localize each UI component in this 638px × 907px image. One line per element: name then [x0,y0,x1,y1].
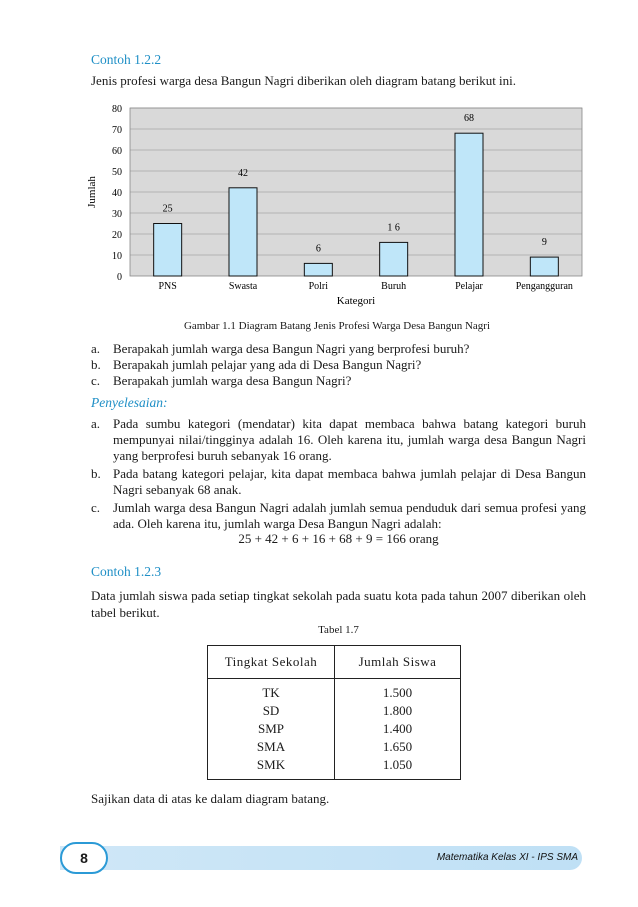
column-header: Tingkat Sekolah [208,646,335,679]
y-tick-label: 60 [112,146,122,157]
answer-text: Pada sumbu kategori (mendatar) kita dapat membaca bahwa batang kategori buruh mempunyai nilai/tingginya adalah 16. Oleh karena itu, jumlah warga desa Bangun Nagri yang berprofesi buruh sebanyak 16 orang. [113,416,586,463]
y-tick-label: 0 [117,272,122,283]
question-text: Berapakah jumlah warga desa Bangun Nagri yang berprofesi buruh? [113,341,470,356]
table-row [208,703,461,721]
y-tick-label: 80 [112,104,122,115]
y-tick-label: 20 [112,230,122,241]
table-cell: 1.650 [335,739,461,757]
answer-list [91,416,586,532]
bar-chart [80,98,590,314]
table-cell: SMA [208,739,335,757]
bar [455,133,483,276]
question-label: b. [91,357,101,372]
table-cell: SMP [208,721,335,739]
question-item [91,341,586,357]
data-label: 25 [162,203,173,215]
answer-item [91,416,586,464]
y-tick-label: 10 [112,251,122,262]
question-item [91,373,586,389]
page-number: 8 [60,842,108,874]
x-axis-label: Kategori [336,295,376,307]
example-intro-2: Data jumlah siswa pada setiap tingkat sekolah pada suatu kota pada tahun 2007 diberikan oleh tabel berikut. [91,588,586,620]
example-heading-1: Contoh 1.2.2 [91,52,162,67]
y-tick-labels [112,104,122,283]
table-row [208,757,461,780]
table-cell: 1.500 [335,679,461,704]
data-label: 1 6 [387,222,400,234]
question-item [91,357,586,373]
x-tick-label: Pelajar [455,281,483,292]
y-tick-label: 40 [112,188,122,199]
table-row [208,739,461,757]
table-row [208,679,461,704]
sum-equation: 25 + 42 + 6 + 16 + 68 + 9 = 166 orang [238,531,439,546]
student-table [207,645,461,780]
answer-label: a. [91,416,101,431]
answer-item [91,466,586,498]
column-header: Jumlah Siswa [335,646,461,679]
y-tick-label: 70 [112,125,122,136]
bar [229,188,257,276]
data-label: 9 [541,237,547,249]
x-tick-label: PNS [158,281,177,292]
table-cell: SD [208,703,335,721]
table-cell: 1.050 [335,757,461,780]
table-row [208,721,461,739]
solution-heading: Penyelesaian: [91,395,168,410]
y-axis-label: Jumlah [86,176,98,208]
table-cell: 1.400 [335,721,461,739]
x-tick-label: Polri [308,281,329,292]
book-title: Matematika Kelas XI - IPS SMA [436,852,578,863]
answer-text: Jumlah warga desa Bangun Nagri adalah jumlah semua penduduk dari semua profesi yang ada. Oleh karena itu, jumlah warga Desa Bangun Nagri adalah: [113,500,586,531]
answer-label: c. [91,500,101,515]
bar [154,224,182,277]
question-label: a. [91,341,101,356]
question-text: Berapakah jumlah warga desa Bangun Nagri? [113,373,352,388]
x-tick-labels [158,281,572,292]
question-list [91,341,586,389]
y-tick-label: 30 [112,209,122,220]
answer-item [91,500,586,532]
answer-text: Pada batang kategori pelajar, kita dapat membaca bahwa jumlah pelajar di Desa Bangun Nagri sebanyak 68 anak. [113,466,586,497]
table-cell: TK [208,679,335,704]
data-label: 6 [315,243,321,255]
question-label: c. [91,373,101,388]
x-tick-label: Swasta [228,281,258,292]
x-tick-label: Pengangguran [515,281,573,292]
example-intro-1: Jenis profesi warga desa Bangun Nagri diberikan oleh diagram batang berikut ini. [91,73,517,88]
answer-label: b. [91,466,101,481]
data-label: 68 [464,113,474,125]
bar [530,257,558,276]
bar [380,242,408,276]
y-tick-label: 50 [112,167,122,178]
table-cell: SMK [208,757,335,780]
bar [304,263,332,276]
example-heading-2: Contoh 1.2.3 [91,564,162,579]
data-label: 42 [238,167,248,179]
table-cell: 1.800 [335,703,461,721]
x-tick-label: Buruh [381,281,407,292]
question-text: Berapakah jumlah pelajar yang ada di Desa Bangun Nagri? [113,357,422,372]
table-title: Tabel 1.7 [318,624,359,636]
task-text: Sajikan data di atas ke dalam diagram batang. [91,791,330,806]
table-header-row [208,646,461,679]
figure-caption: Gambar 1.1 Diagram Batang Jenis Profesi Warga Desa Bangun Nagri [183,320,491,332]
